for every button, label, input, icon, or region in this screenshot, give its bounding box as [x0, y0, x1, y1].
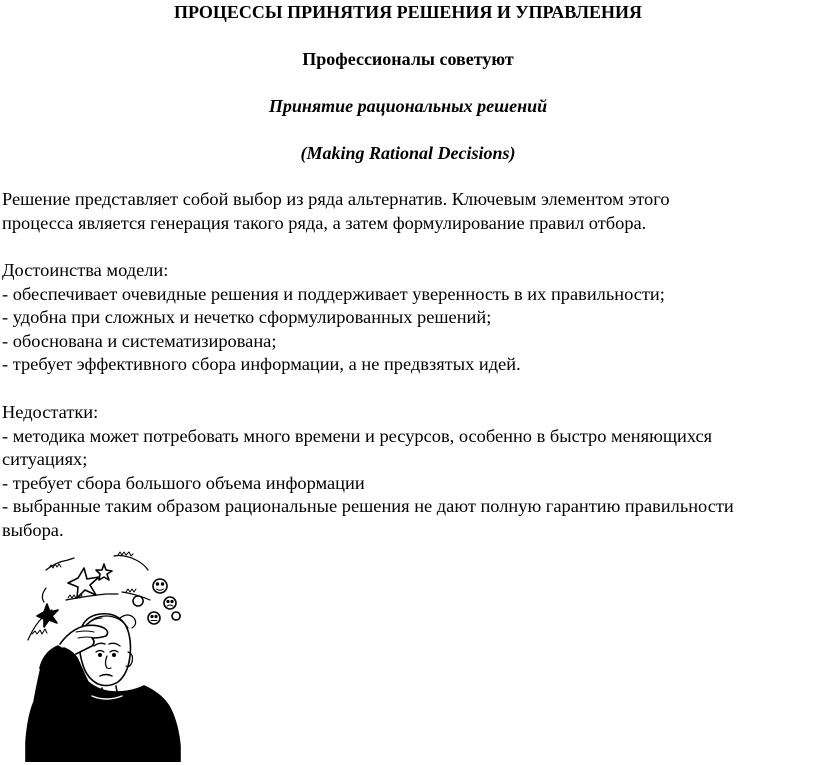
list-item: - выбранные таким образом рациональные решения не дают полную гарантию правильности	[2, 496, 734, 516]
section-title: Принятие рациональных решений	[268, 96, 548, 116]
intro-paragraph	[2, 188, 814, 235]
disadvantages-heading: Недостатки:	[2, 402, 99, 422]
intro-line: Решение представляет собой выбор из ряда альтернатив. Ключевым элементом этого	[2, 189, 670, 209]
list-item: - методика может потребовать много времени и ресурсов, особенно в быстро меняющихся	[2, 425, 713, 446]
advantages-heading: Достоинства модели:	[2, 260, 169, 280]
list-item: - требует эффективного сбора информации, а не предвзятых идей.	[2, 354, 521, 374]
list-item: выбора.	[2, 519, 64, 540]
list-item: - удобна при сложных и нечетко сформулированных решений;	[2, 307, 492, 327]
subtitle: Профессионалы советуют	[302, 49, 514, 69]
stressed-man-illustration	[16, 548, 191, 762]
disadvantages-section	[2, 401, 814, 542]
list-item: ситуациях;	[2, 449, 88, 469]
section-title-english: (Making Rational Decisions)	[300, 143, 516, 163]
advantages-section	[2, 259, 814, 377]
list-item: - обоснована и систематизирована;	[2, 330, 277, 351]
list-item: - обеспечивает очевидные решения и поддерживает уверенность в их правильности;	[2, 283, 665, 304]
page-title: ПРОЦЕССЫ ПРИНЯТИЯ РЕШЕНИЯ И УПРАВЛЕНИЯ	[174, 2, 642, 22]
intro-line: процесса является генерация такого ряда, а затем формулирование правил отбора.	[2, 212, 647, 233]
list-item: - требует сбора большого объема информации	[2, 472, 365, 493]
